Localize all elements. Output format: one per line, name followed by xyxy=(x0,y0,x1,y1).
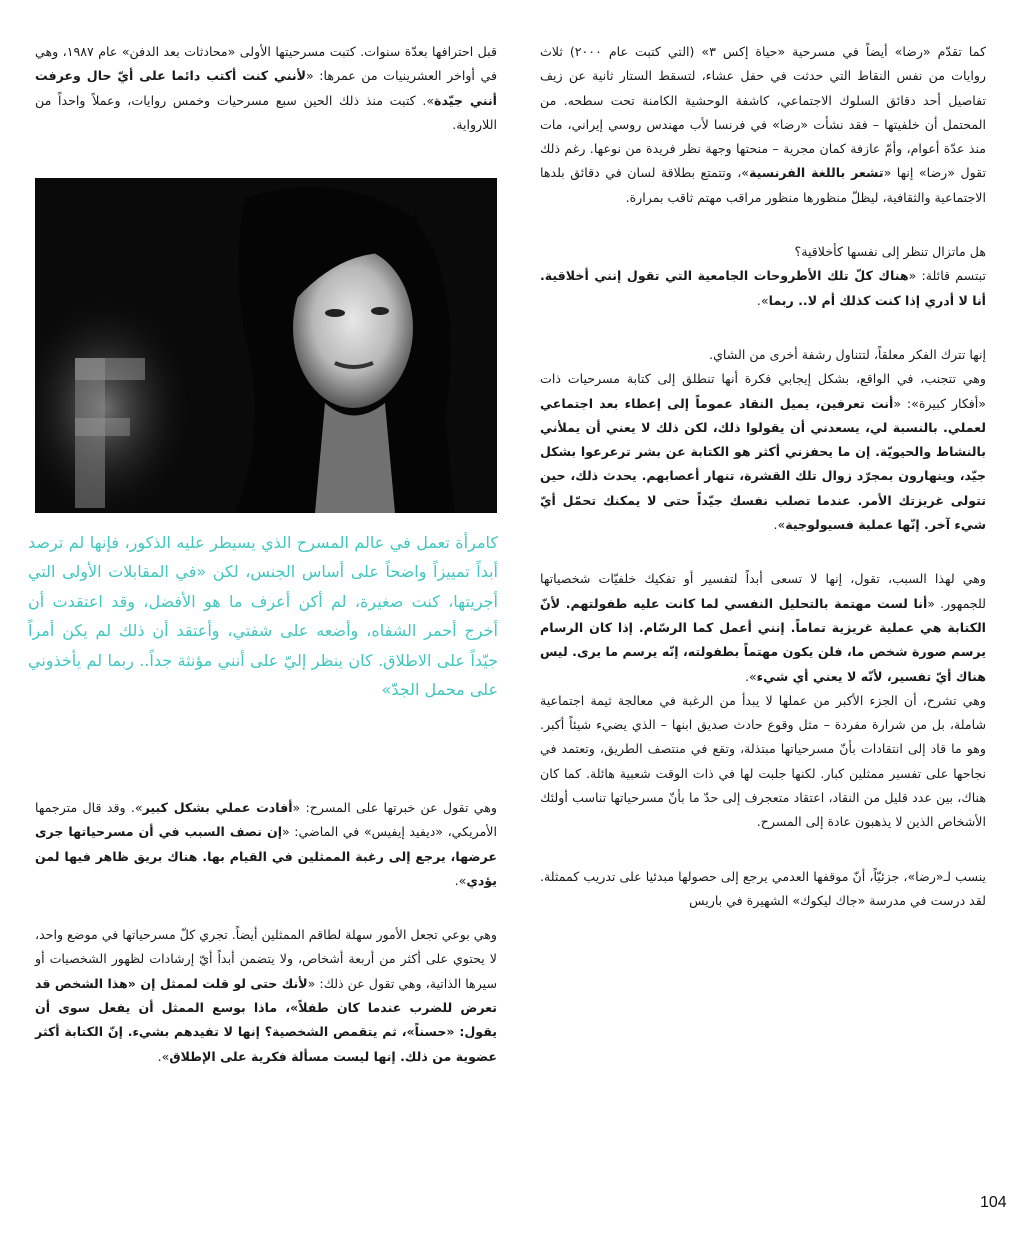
page-number: 104 xyxy=(980,1194,1007,1211)
paragraph: إنها تترك الفكر معلقاً، لتتناول رشفة أخرى من الشاي. xyxy=(709,346,986,362)
paragraph: وهي تتجنب، في الواقع، بشكل إيجابي فكرة أنها تنطلق إلى كتابة مسرحيات ذات «أفكار كبيرة»: «أنت تعرفين، يميل النقاد عموماً إلى إعطاء بعد اجتماعي لعملي. بالنسبة لي، يسعدني أن يقولوا ذلك، لكن ذلك لا يعني أن يملأني بالنشاط والحيويّة. إن ما يحفزني أكثر هو الكتابة عن بشر ترعرعوا بشكل جيّد، وينهارون بمجرّد زوال تلك القشرة، تنهار أعصابهم. يحدث ذلك، حين تتولى غريزتك الأمر. عندما تصلب نفسك جيّداً حتى لا يمكنك تحمّل أيّ شيء آخر. إنّها عملية فسيولوجية». xyxy=(540,371,986,533)
left-column-bottom xyxy=(35,796,497,1069)
paragraph: وهي بوعي تجعل الأمور سهلة لطاقم الممثلين أيضاً. تجري كلّ مسرحياتها في موضع واحد، لا يحتوي على أكثر من أربعة أشخاص، ولا يتضمن أبداً أيّ إرشادات لظهور الشخصيات أو سيرها الذاتية، وهي تقول عن ذلك: «لأنك حتى لو قلت لممثل إن «هذا الشخص قد تعرض للضرب عندما كان طفلاً»، ماذا بوسع الممثل أن يفعل سوى أن يقول: «حسناً»، ثم يتقمص الشخصية؟ إنها لا تفيدهم بشيء. إنّ الكتابة أكثر عضوية من ذلك. إنها ليست مسألة فكرية على الإطلاق». xyxy=(35,927,498,1064)
right-column xyxy=(540,40,986,913)
left-column-top xyxy=(35,40,497,137)
paragraph: وهي تقول عن خبرتها على المسرح: «أفادت عملي بشكل كبير». وقد قال مترجمها الأمريكي، «ديفيد إيفيس» في الماضي: «إن نصف السبب في أن مسرحياتها جرى عرضها، يرجع إلى رغبة الممثلين في القيام بها. هناك بريق ظاهر فيها لمن يؤدي». xyxy=(35,800,497,888)
paragraph: كما تقدّم «رضا» أيضاً في مسرحية «حياة إكس ٣» (التي كتبت عام ٢٠٠٠) ثلاث روايات من نفس النقاط التي حدثت في حفل عشاء، لتسقط الستار ثانية عن زيف تفاصيل أحد دقائق السلوك الاجتماعي، كاشفة الوحشية الكامنة تحت سطحه. من المحتمل أن خلفيتها – فقد نشأت «رضا» في فرنسا لأب مهندس روسي إيراني، مات منذ عدّة أعوام، وأمّ عازفة كمان مجرية – منحتها وجهة نظر فريدة من نوعها. رغم ذلك تقول «رضا» إنها «تشعر باللغة الفرنسية»، وتتمتع بطلاقة لسان في دقائق بلدها الاجتماعية والثقافية، ليظلّ منظورها منظور مراقب مهتم ثاقب بمرارة. xyxy=(540,44,986,205)
question: هل ماتزال تنظر إلى نفسها كأخلاقية؟ xyxy=(794,244,986,260)
portrait-photo xyxy=(35,178,497,513)
paragraph: قبل احترافها بعدّة سنوات. كتبت مسرحيتها الأولى «محادثات بعد الدفن» عام ١٩٨٧، وهي في أواخر العشرينيات من عمرها: «لأنني كنت أكتب دائما على أيّ حال وعرفت أنني جيّدة». كتبت منذ ذلك الحين سبع مسرحيات وخمس روايات، وعملاً واحداً من اللارواية. xyxy=(35,44,497,132)
pull-quote: كامرأة تعمل في عالم المسرح الذي يسيطر عليه الذكور، فإنها لم ترصد أبداً تمييزاً واضحاً على أساس الجنس، لكن «في المقابلات الأولى التي أجريتها، كنت صغيرة، لم أكن أعرف ما هو الأفضل، وقد اعتقدت أن أخرج أحمر الشفاه، وأضعه على شفتي، وأعتقد أن ذلك لم يكن أمراً جيّداً على الاطلاق. كان ينظر إليّ على أنني مؤنثة جداً.. ربما لم يأخذوني على محمل الجدّ» xyxy=(28,533,498,700)
paragraph: ينسب لـ«رضا»، جزئيّاً، أنّ موقفها العدمي يرجع إلى حصولها مبدئيا على تدريب كممثلة. لقد درست في مدرسة «جاك ليكوك» الشهيرة في باريس xyxy=(540,868,986,908)
paragraph: وهي لهذا السبب، تقول، إنها لا تسعى أبداً لتفسير أو تفكيك خلفيّات شخصياتها للجمهور. «أنا لست مهتمة بالتحليل النفسي لما كانت عليه طفولتهم. لأنّ الكتابة هي عملية غريزية تماماً. إنني أعمل كما الرسّام. إذا كان الرسام يرسم صورة شخص ما، فلن يكون مهتماً بطفولته، إنّه يرسم ما يرى. ليس هناك أيّ تفسير، لأنّه لا يعني أي شيء». xyxy=(540,571,986,684)
portrait-illustration xyxy=(35,178,497,513)
paragraph: وهي تشرح، أن الجزء الأكبر من عملها لا يبدأ من الرغبة في معالجة ثيمة اجتماعية شاملة، بل من شرارة مفردة – مثل وقوع حادث صديق ابنها – الذي يضيء شيئاً أكبر. وهو ما قاد إلى انتقادات بأنّ مسرحياتها مبتذلة، وتقع في منتصف الطريق، وتعتمد في نجاحها على تفسير ممثلين كبار. لكنها جلبت لها في ذات الوقت شعبية هائلة. كما كان هناك، بين عدد قليل من النقاد، اعتقاد متعجرف إلى حدّ ما بأنّ مسرحياتها تناسب أولئك الأشخاص الذين لا يذهبون عادة إلى المسرح. xyxy=(540,692,986,830)
paragraph: تبتسم قائلة: «هناك كلّ تلك الأطروحات الجامعية التي تقول إنني أخلاقية. أنا لا أدري إذا كنت كذلك أم لا.. ربما». xyxy=(540,268,986,308)
